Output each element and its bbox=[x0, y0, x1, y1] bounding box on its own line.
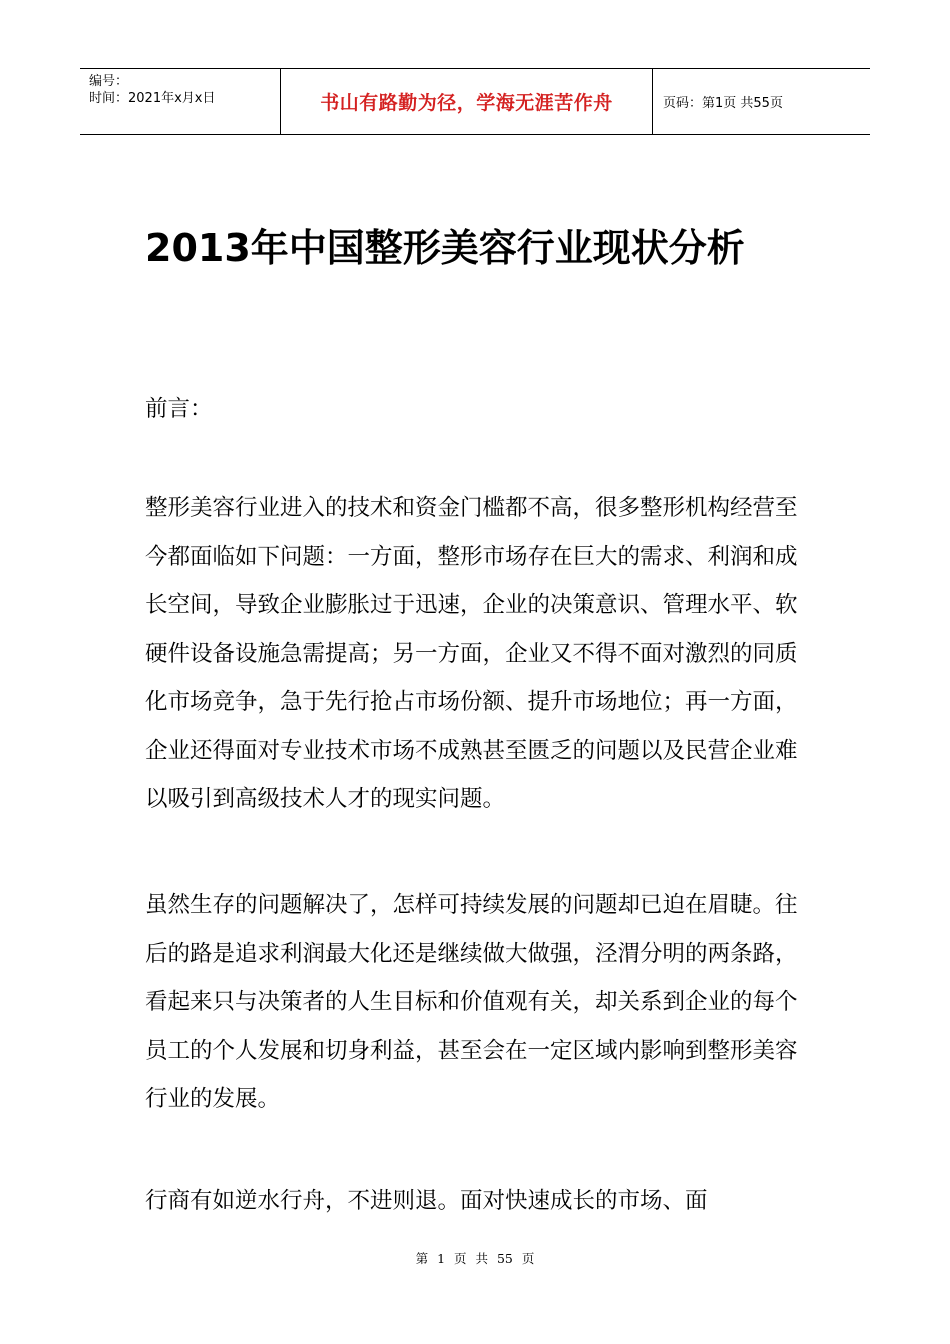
preface-label: 前言： bbox=[145, 396, 213, 422]
header-meta-cell bbox=[80, 69, 281, 134]
header-motto: 书山有路勤为径，学海无涯苦作舟 bbox=[281, 69, 653, 134]
paragraph-1: 整形美容行业进入的技术和资金门槛都不高，很多整形机构经营至今都面临如下问题：一方面，整形市场存在巨大的需求、利润和成长空间，导致企业膨胀过于迅速，企业的决策意识、管理水平、软硬件设备设施急需提高；另一方面，企业又不得不面对激烈的同质化市场竞争，急于先行抢占市场份额、提升市场地位；再一方面，企业还得面对专业技术市场不成熟甚至匮乏的问题以及民营企业难以吸引到高级技术人才的现实问题。 bbox=[145, 495, 798, 812]
document-time-label: 时间：2021年x月x日 bbox=[89, 91, 216, 106]
paragraph-3: 行商有如逆水行舟，不进则退。面对快速成长的市场、面 bbox=[145, 1188, 708, 1214]
page-header bbox=[80, 68, 870, 135]
paragraph-2: 虽然生存的问题解决了，怎样可持续发展的问题却已迫在眉睫。往后的路是追求利润最大化还是继续做大做强，泾渭分明的两条路，看起来只与决策者的人生目标和价值观有关，却关系到企业的每个员工的个人发展和切身利益，甚至会在一定区域内影响到整形美容行业的发展。 bbox=[145, 892, 798, 1112]
document-title: 2013年中国整形美容行业现状分析 bbox=[145, 226, 745, 270]
header-page-info: 页码：第1页 共55页 bbox=[663, 96, 783, 111]
page-footer: 第 1 页 共 55 页 bbox=[415, 1251, 535, 1266]
document-number-label: 编号： bbox=[89, 74, 129, 89]
